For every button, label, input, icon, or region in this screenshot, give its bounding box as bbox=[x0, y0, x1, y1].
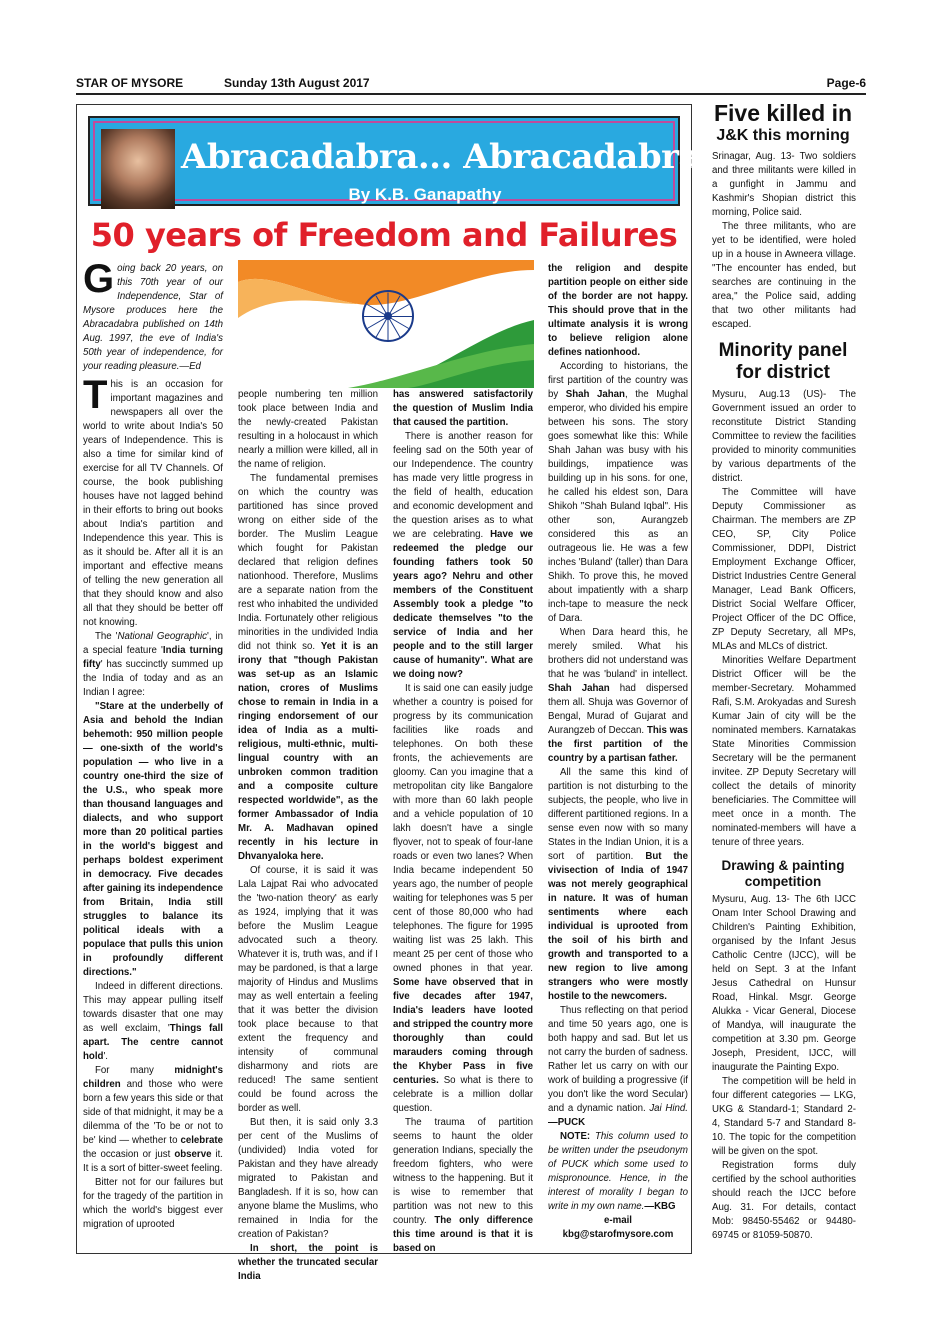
paragraph: the religion and despite partition people on either side of the border are not happy. This should prove that in the ultimate analysis it is wrong to believe religion alone defines nationhood. bbox=[548, 263, 688, 358]
block-quote: "Stare at the underbelly of Asia and behold the Indian behemoth: 950 million people — one-sixth of the world's population — who live in a country one-third the size of the U.S., who speak more than thousand languages and dialects, and who support more than 20 political parties in the world's biggest and perhaps boldest experiment in democracy. Five decades after gaining its independence from Britain, India still struggles to balance its political ideals with a populace that pulls this union in profoundly different directions." bbox=[83, 701, 223, 978]
newspaper-name: STAR OF MYSORE bbox=[76, 76, 184, 90]
paragraph: All the same this kind of partition is not disturbing to the subjects, the people, who live in different partitioned regions. In a sense even now with so many States in the Indian Union, it is a sort of partition. But the vivisection of India of 1947 was not merely geographical in nature. It was of human sentiments where each individual is uprooted from the soil of his birth and growth and transported to a new region to live among strangers who were mostly hostile to the newcomers. bbox=[548, 767, 688, 1002]
page-number: Page-6 bbox=[826, 76, 866, 90]
paragraph: The three militants, who are yet to be identified, were holed up in a house in Awneera village. "The encounter has ended, but searches are continuing in the area," the Police said, adding that two other militants had escaped. bbox=[712, 221, 856, 330]
paragraph: Mysuru, Aug. 13- The 6th IJCC Onam Inter School Drawing and Children's Painting Exhibition, organised by the Infant Jesus Catholic Centre (IJCC), will be held on Sept. 3 at the Infant Jesus Cathedral on Hunsur Road, Hinkal. Msgr. George Alukka - Vicar General, Diocese of Mandya, will inaugurate the competition at 3.30 pm. George Joseph, President, IJCC, will inaugurate the Painting Expo. bbox=[712, 894, 856, 1073]
paragraph: has answered satisfactorily the question of Muslim India that caused the partition. bbox=[393, 389, 533, 428]
paragraph: But then, it is said only 3.3 per cent of the Muslims of (undivided) India voted for Pakistan and they have already migrated to Pakistan and Bangladesh. If it is so, how can anyone blame the Muslims, who remained in India for the creation of Pakistan? bbox=[238, 1117, 378, 1240]
dropcap-t: T bbox=[83, 373, 108, 417]
story-1-body bbox=[712, 150, 856, 332]
author-portrait bbox=[101, 129, 175, 209]
indian-flag-image bbox=[238, 260, 534, 388]
paragraph: The 'National Geographic', in a special feature 'India turning fifty' has succinctly summed up the India of today and as an Indian I agree: bbox=[83, 631, 223, 698]
paragraph: For many midnight's children and those who were born a few years this side or that side of that midnight, it may be a dilemma of the 'To be or not to be' kind — whether to celebrate the occasion or just observe it. It is a sort of bitter-sweet feeling. bbox=[83, 1065, 224, 1174]
article-column-2 bbox=[238, 388, 378, 1284]
paragraph: In short, the point is whether the truncated secular India bbox=[238, 1243, 378, 1282]
masthead-rule bbox=[76, 93, 866, 95]
ashoka-chakra-icon bbox=[362, 290, 414, 342]
paragraph: Minorities Welfare Department District Officer will be the member-Secretary. Mohammed Rafi, S.M. Arokyadas and Suresh Kumar Jain of city will be the nominated members. Karnatakas State Minorities Commission Secretary will be the permanent invitee. ZP Deputy Secretary will collect the details of minority beneficiaries. The Committee will meet once in a month. The nominated-members will have a tenure of three years. bbox=[712, 655, 856, 848]
paragraph: Srinagar, Aug. 13- Two soldiers and three militants were killed in a gunfight in Jammu and Kashmir's Shopian district this morning, Police said. bbox=[712, 151, 856, 218]
paragraph: This is an occasion for important magazines and newspapers all over the world to write about India's 50 years of Independence. This is also a time for similar kind of exercise for all TV Channels. Of course, the book publishing houses have not lagged behind in their efforts to bring out books about India's partition and Independence this year. This is as it should be. After all it is an important and effective means of telling the new generation all that they should know and also all that they should be better off not knowing. bbox=[83, 373, 223, 628]
paragraph: Of course, it is said it was Lala Lajpat Rai who advocated the 'two-nation theory' as early as 1924, implying that it was before the Muslim League advocated such a theory. Whatever it is, truth was, and if I may be pardoned, is that a large majority of Hindus and Muslims may as well entertain a feeling that it was better the division took place because to that extent the frequency and intensity of communal disharmony and riots are reduced! The same sentient could be found across the border as well. bbox=[238, 865, 378, 1114]
banner-inner-border bbox=[93, 121, 735, 204]
story-3-body bbox=[712, 893, 856, 1243]
paragraph: The competition will be held in four different categories — LKG, UKG & Standard-1; Standard 2-4, Standard 5-7 and Standard 8-10. The topic for the competition will be given on the spot. bbox=[712, 1076, 856, 1157]
paragraph: Indeed in different directions. This may appear pulling itself towards disaster that one may as well exclaim, 'Things fall apart. The centre cannot hold'. bbox=[83, 981, 223, 1062]
editor-intro: Going back 20 years, on this 70th year of our Independence, Star of Mysore produces here the Abracadabra published on 14th Aug. 1997, the eve of India's 50th year of independence, for your reading pleasure.—Ed bbox=[83, 257, 223, 372]
masthead bbox=[76, 76, 866, 92]
paragraph: The fundamental premises on which the country was partitioned has since proved wrong on either side of the border. The Muslim League which fought for Pakistan declared that religion defines nationhood. Therefore, Muslims are a separate nation from the rest who inhabited the undivided India. Fortunately other religious minorities in the undivided India did not think so. Yet it is an irony that "though Pakistan was set-up as an Islamic nation, crores of Muslims chose to remain in India in a ringing endorsement of our idea of India as a multi-religious, multi-ethnic, multi-lingual country with an unbroken common tradition and a composite culture respected worldwide", as the former Ambassador of India Mr. A. Madhavan opined recently in his lecture in Dhvanyaloka here. bbox=[238, 473, 379, 862]
dropcap-g: G bbox=[83, 257, 115, 301]
story-2-body bbox=[712, 388, 856, 850]
column-banner bbox=[88, 116, 735, 206]
paragraph: Bitter not for our failures but for the tragedy of the partition in which the world's biggest ever migration of uprooted bbox=[83, 1177, 223, 1230]
editor-note: NOTE: This column used to be written under the pseudonym of PUCK which some used to mispronounce. Hence, in the interest of morality I began to write in my own name.—KBG bbox=[548, 1131, 688, 1212]
paragraph: There is another reason for feeling sad on the 50th year of our Independence. The country has made very little progress in the field of health, education and economic development and the question arises as to what we are celebrating. Have we redeemed the pledge our founding fathers took 50 years ago? Nehru and other members of the Constituent Assembly took a pledge "to dedicate themselves "to the service of India and her people and to the still larger cause of humanity". What are we doing now? bbox=[393, 431, 534, 680]
article-column-4 bbox=[548, 262, 688, 1242]
column-title: Abracadabra... Abracadabra... bbox=[181, 137, 735, 177]
email-label: e-mail bbox=[604, 1215, 632, 1226]
paragraph: Mysuru, Aug.13 (US)- The Government issued an order to reconstitute District Standing Committee to review the facilities provided to minority communities by various departments of the district. bbox=[712, 389, 856, 484]
paragraph: When Dara heard this, he merely smiled. What his brothers did not understand was that he was 'buland' in intellect. Shah Jahan had dispersed them all. Shuja was Governor of Bengal, Murad of Gujarat and Aurangzeb of Deccan. This was the first partition of the country by a partisan father. bbox=[548, 627, 688, 764]
paragraph: people numbering ten million took place between India and the newly-created Pakistan resulting in a holocaust in which nearly a million were killed, all in the name of religion. bbox=[238, 389, 378, 470]
paragraph: According to historians, the first partition of the country was by Shah Jahan, the Mughal emperor, who divided his empire between his sons. The story goes somewhat like this: While Shah Jahan was busy with his buildings, impatience was building up in his sons. for one, he called his eldest son, Dara Shikoh "Shah Buland Iqbal". His other son, Aurangzeb considered this as an outrageous lie. He was a few inches 'Buland' (taller) than Dara Shikh. To prove this, he moved about impatiently with a sharp inch-tape to measure the neck of Dara. bbox=[548, 361, 688, 624]
column-byline: By K.B. Ganapathy bbox=[348, 185, 502, 204]
article-column-3 bbox=[393, 388, 533, 1256]
paragraph: The Committee will have Deputy Commissioner as Chairman. The members are ZP CEO, SP, City Police Commissioner, DDPI, District Employment Exchange Officer, District Industries Centre General Manager, Lead Bank Officers, District Social Welfare Officer, Project Officer of the DC Office, ZP Deputy Secretary, all MPs, MLAs and MLCs of district. bbox=[712, 487, 856, 652]
paragraph: It is said one can easily judge whether a country is poised for progress by its communication facilities like roads and telephones. On both these fronts, the achievements are gloomy. Can you imagine that a metropolitan city like Bangalore with more than 60 lakh people and a vehicle population of 10 lakh doesn't have a single flyover, not to speak of four-lane roads or even two lanes? When India became independent 50 years ago, the number of people waiting for telephones was 5 per cent of those 80,000 who had telephones. The figure for 1995 waiting list was 25 lakh. This meant 25 per cent of those who owned phones in that year. Some have observed that in five decades after 1947, India's leaders have looted and stripped the country more thoroughly than could marauders coming through the Khyber Pass in five centuries. So what is there to celebrate is a million dollar question. bbox=[393, 683, 533, 1114]
story-2-title: Minority panel for district bbox=[718, 340, 848, 383]
paragraph: Registration forms duly certified by the school authorities should reach the IJCC before Aug. 31. For details, contact Mob: 98450-55462 or 94480-69745 or 81059-50870. bbox=[712, 1160, 856, 1241]
story-1-title: Five killed in bbox=[713, 100, 853, 126]
paragraph: Thus reflecting on that period and time 50 years ago, one is both happy and sad. But let us not carry the burden of sadness. Rather let us carry on with our work of building a progressive (if you don't like the word Secular) and a dynamic nation. Jai Hind.—PUCK bbox=[548, 1005, 688, 1128]
story-1-subtitle: J&K this morning bbox=[716, 127, 850, 144]
paragraph: The trauma of partition seems to haunt the older generation Indians, specially the freedom fighters, who were witness to the happening. But it is wise to remember that partition was not new to this country. The only difference this time around is that it is based on bbox=[393, 1117, 533, 1254]
issue-date: Sunday 13th August 2017 bbox=[224, 76, 370, 90]
article-headline: 50 years of Freedom and Failures bbox=[90, 216, 678, 254]
article-column-1 bbox=[83, 257, 224, 1232]
story-3-title: Drawing & painting competition bbox=[721, 858, 845, 889]
author-email-link[interactable]: kbg@starofmysore.com bbox=[562, 1229, 674, 1240]
